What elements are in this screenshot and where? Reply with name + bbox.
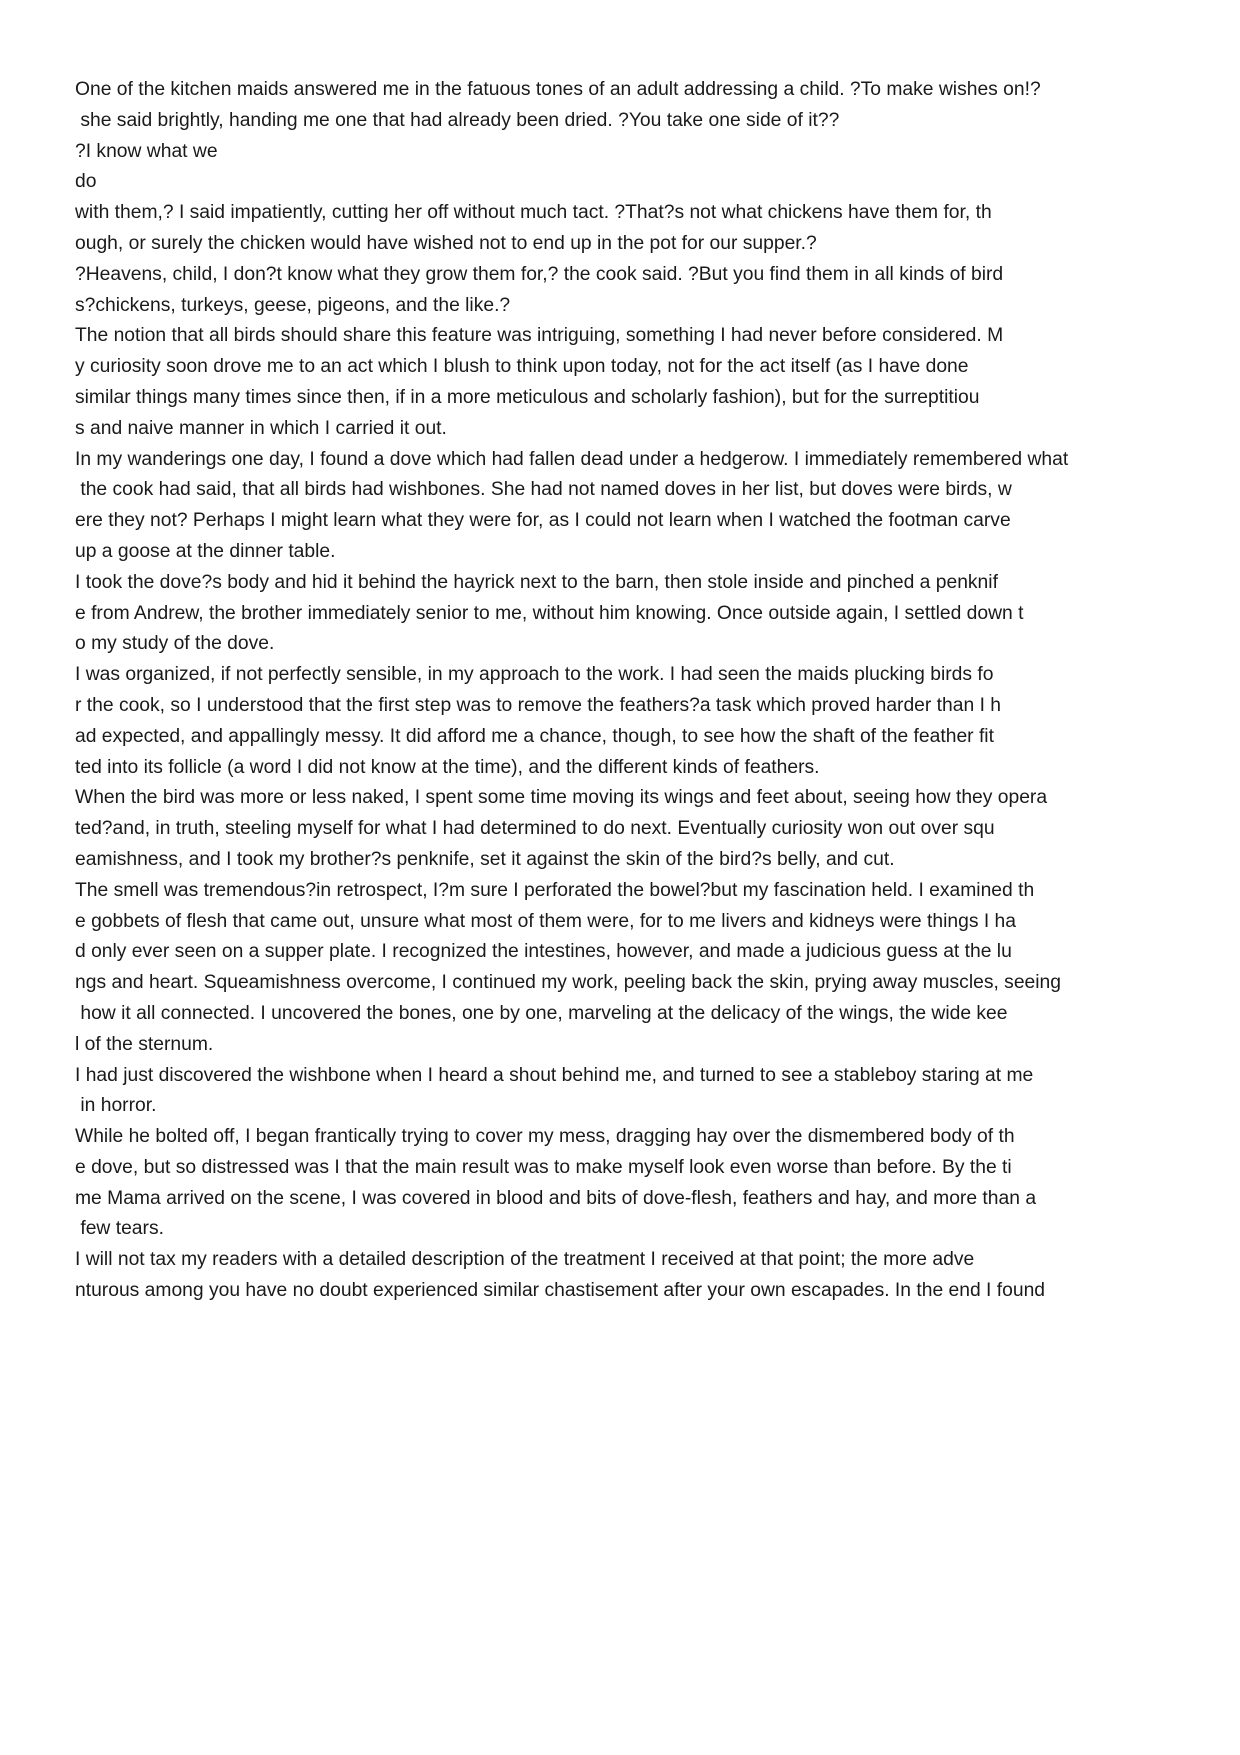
text-line: y curiosity soon drove me to an act which I blush to think upon today, not for the act itself (as I have done	[75, 356, 969, 378]
text-line: ad expected, and appallingly messy. It did afford me a chance, though, to see how the shaft of the feather fit	[75, 725, 994, 747]
text-line: When the bird was more or less naked, I spent some time moving its wings and feet about, seeing how they opera	[75, 787, 1048, 809]
text-line: s and naive manner in which I carried it out.	[75, 417, 447, 439]
text-line: me Mama arrived on the scene, I was covered in blood and bits of dove-flesh, feathers and hay, and more than a	[75, 1187, 1037, 1209]
text-line: how it all connected. I uncovered the bones, one by one, marveling at the delicacy of the wings, the wide kee	[75, 1002, 1008, 1024]
text-line: few tears.	[75, 1218, 164, 1240]
text-line: ?I know what we	[75, 140, 218, 162]
text-line: ted into its follicle (a word I did not know at the time), and the different kinds of feathers.	[75, 756, 820, 778]
text-line: she said brightly, handing me one that had already been dried. ?You take one side of it??	[75, 109, 840, 131]
text-line: e dove, but so distressed was I that the main result was to make myself look even worse than before. By the ti	[75, 1156, 1012, 1178]
text-line: I will not tax my readers with a detailed description of the treatment I received at that point; the more adve	[75, 1249, 975, 1271]
text-line: ere they not? Perhaps I might learn what they were for, as I could not learn when I watched the footman carve	[75, 510, 1011, 532]
text-line: similar things many times since then, if in a more meticulous and scholarly fashion), but for the surreptitiou	[75, 386, 980, 408]
text-line: The smell was tremendous?in retrospect, I?m sure I perforated the bowel?but my fascination held. I examined th	[75, 879, 1035, 901]
text-line: in horror.	[75, 1095, 157, 1117]
text-line: l of the sternum.	[75, 1033, 214, 1055]
text-line: I took the dove?s body and hid it behind the hayrick next to the barn, then stole inside and pinched a penknif	[75, 571, 998, 593]
text-line: s?chickens, turkeys, geese, pigeons, and the like.?	[75, 294, 511, 316]
text-line: up a goose at the dinner table.	[75, 540, 336, 562]
text-line: nturous among you have no doubt experienced similar chastisement after your own escapades. In the end I found	[75, 1280, 1046, 1302]
text-line: d only ever seen on a supper plate. I recognized the intestines, however, and made a judicious guess at the lu	[75, 941, 1012, 963]
text-line: While he bolted off, I began frantically trying to cover my mess, dragging hay over the dismembered body of th	[75, 1126, 1015, 1148]
text-line: In my wanderings one day, I found a dove which had fallen dead under a hedgerow. I immediately remembered what	[75, 448, 1069, 470]
text-line: r the cook, so I understood that the first step was to remove the feathers?a task which proved harder than I h	[75, 694, 1002, 716]
text-line: ted?and, in truth, steeling myself for what I had determined to do next. Eventually curiosity won out over squ	[75, 818, 995, 840]
text-line: ough, or surely the chicken would have wished not to end up in the pot for our supper.?	[75, 232, 817, 254]
text-line: I was organized, if not perfectly sensible, in my approach to the work. I had seen the maids plucking birds fo	[75, 664, 994, 686]
text-line: the cook had said, that all birds had wishbones. She had not named doves in her list, but doves were birds, w	[75, 479, 1012, 501]
text-line: with them,? I said impatiently, cutting her off without much tact. ?That?s not what chickens have them for, th	[75, 202, 992, 224]
text-line: o my study of the dove.	[75, 633, 275, 655]
text-line: The notion that all birds should share this feature was intriguing, something I had never before considered. M	[75, 325, 1004, 347]
text-line: One of the kitchen maids answered me in the fatuous tones of an adult addressing a child. ?To make wishes on!?	[75, 79, 1041, 100]
text-line: eamishness, and I took my brother?s penknife, set it against the skin of the bird?s belly, and cut.	[75, 848, 895, 870]
text-line: ngs and heart. Squeamishness overcome, I continued my work, peeling back the skin, prying away muscles, seeing	[75, 972, 1061, 994]
body-text	[75, 75, 1195, 1307]
text-line: e from Andrew, the brother immediately senior to me, without him knowing. Once outside again, I settled down t	[75, 602, 1024, 624]
text-line: I had just discovered the wishbone when I heard a shout behind me, and turned to see a stableboy staring at me	[75, 1064, 1034, 1086]
text-line: do	[75, 171, 97, 193]
text-line: ?Heavens, child, I don?t know what they grow them for,? the cook said. ?But you find them in all kinds of bird	[75, 263, 1004, 285]
text-line: e gobbets of flesh that came out, unsure what most of them were, for to me livers and kidneys were things I ha	[75, 910, 1016, 932]
